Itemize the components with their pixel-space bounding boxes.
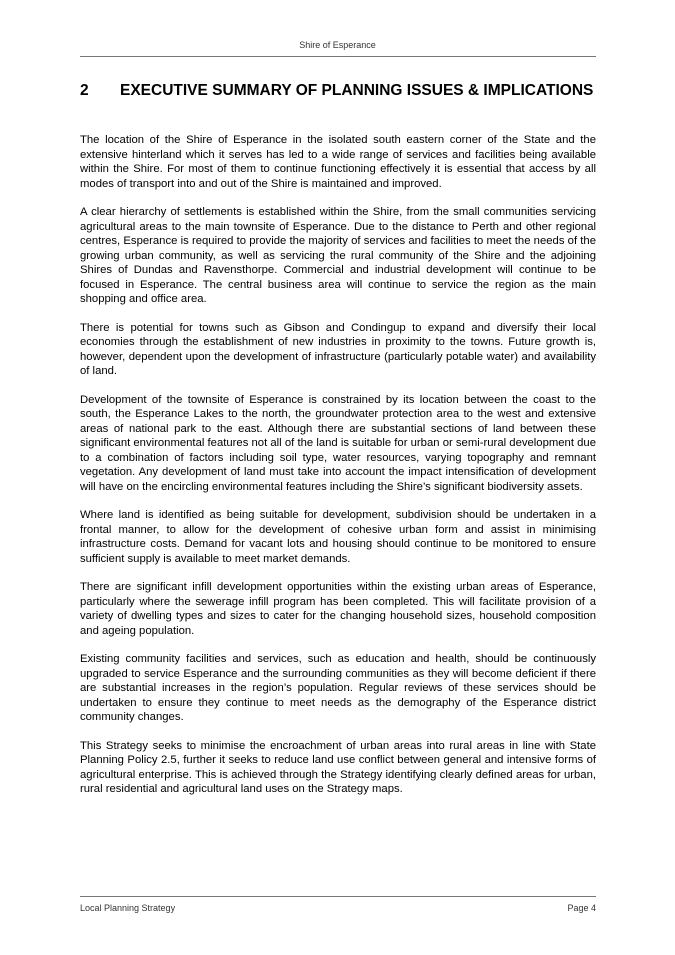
paragraph: Existing community facilities and services, such as education and health, should be continuously upgraded to service Esperance and the surrounding communities as they will become deficient if there are substantial increases in the region’s population. Regular reviews of these services should be undertaken to ensure they continue to meet needs as the demography of the Esperance district community changes. [80, 653, 596, 723]
paragraph: There is potential for towns such as Gibson and Condingup to expand and diversify their local economies through the establishment of new industries in proximity to the towns. Future growth is, however, dependent upon the development of infrastructure (particularly potable water) and availability of land. [80, 321, 596, 377]
section-title: EXECUTIVE SUMMARY OF PLANNING ISSUES & IMPLICATIONS [120, 82, 594, 99]
paragraph: There are significant infill development opportunities within the existing urban areas of Esperance, particularly where the sewerage infill program has been completed. This will facilitate provision of a variety of dwelling types and sizes to cater for the changing household sizes, household composition and ageing population. [80, 581, 596, 637]
page-number: Page 4 [567, 903, 596, 913]
paragraph: A clear hierarchy of settlements is established within the Shire, from the small communities servicing agricultural areas to the main townsite of Esperance. Due to the distance to Perth and other regional centres, Esperance is required to provide the majority of services and facilities to meet the needs of the growing urban community, as well as servicing the rural community of the Shire and the adjoining Shires of Dundas and Ravensthorpe. Commercial and industrial development will continue to be focused in Esperance. The central business area will continue to service the region as the main shopping and office area. [80, 206, 596, 305]
footer-document-title: Local Planning Strategy [80, 903, 176, 913]
footer-divider [80, 896, 596, 897]
header-divider [80, 56, 596, 57]
section-number: 2 [80, 82, 89, 99]
body-text [80, 133, 596, 811]
paragraph: The location of the Shire of Esperance in the isolated south eastern corner of the State and the extensive hinterland which it serves has led to a wide range of services and facilities being available within the Shire. For most of them to continue functioning effectively it is essential that access by all modes of transport into and out of the Shire is maintained and improved. [80, 134, 596, 190]
paragraph: Where land is identified as being suitable for development, subdivision should be undertaken in a frontal manner, to allow for the development of cohesive urban form and assist in minimising infrastructure costs. Demand for vacant lots and housing should continue to be monitored to ensure sufficient supply is available to meet market demands. [80, 509, 596, 565]
section-heading [80, 82, 596, 100]
paragraph: This Strategy seeks to minimise the encroachment of urban areas into rural areas in line with State Planning Policy 2.5, further it seeks to reduce land use conflict between general and intensive forms of agricultural enterprise. This is achieved through the Strategy identifying clearly defined areas for urban, rural residential and agricultural land uses on the Strategy maps. [80, 739, 596, 795]
running-header: Shire of Esperance [299, 40, 376, 50]
paragraph: Development of the townsite of Esperance is constrained by its location between the coast to the south, the Esperance Lakes to the north, the groundwater protection area to the west and extensive areas of national park to the east. Although there are substantial sections of land between these significant environmental features not all of the land is suitable for urban or semi-rural development due to a combination of factors including soil type, water resources, varying topography and remnant vegetation. Any development of land must take into account the impact intensification of development will have on the encircling environmental features including the Shire’s significant biodiversity assets. [80, 393, 596, 493]
